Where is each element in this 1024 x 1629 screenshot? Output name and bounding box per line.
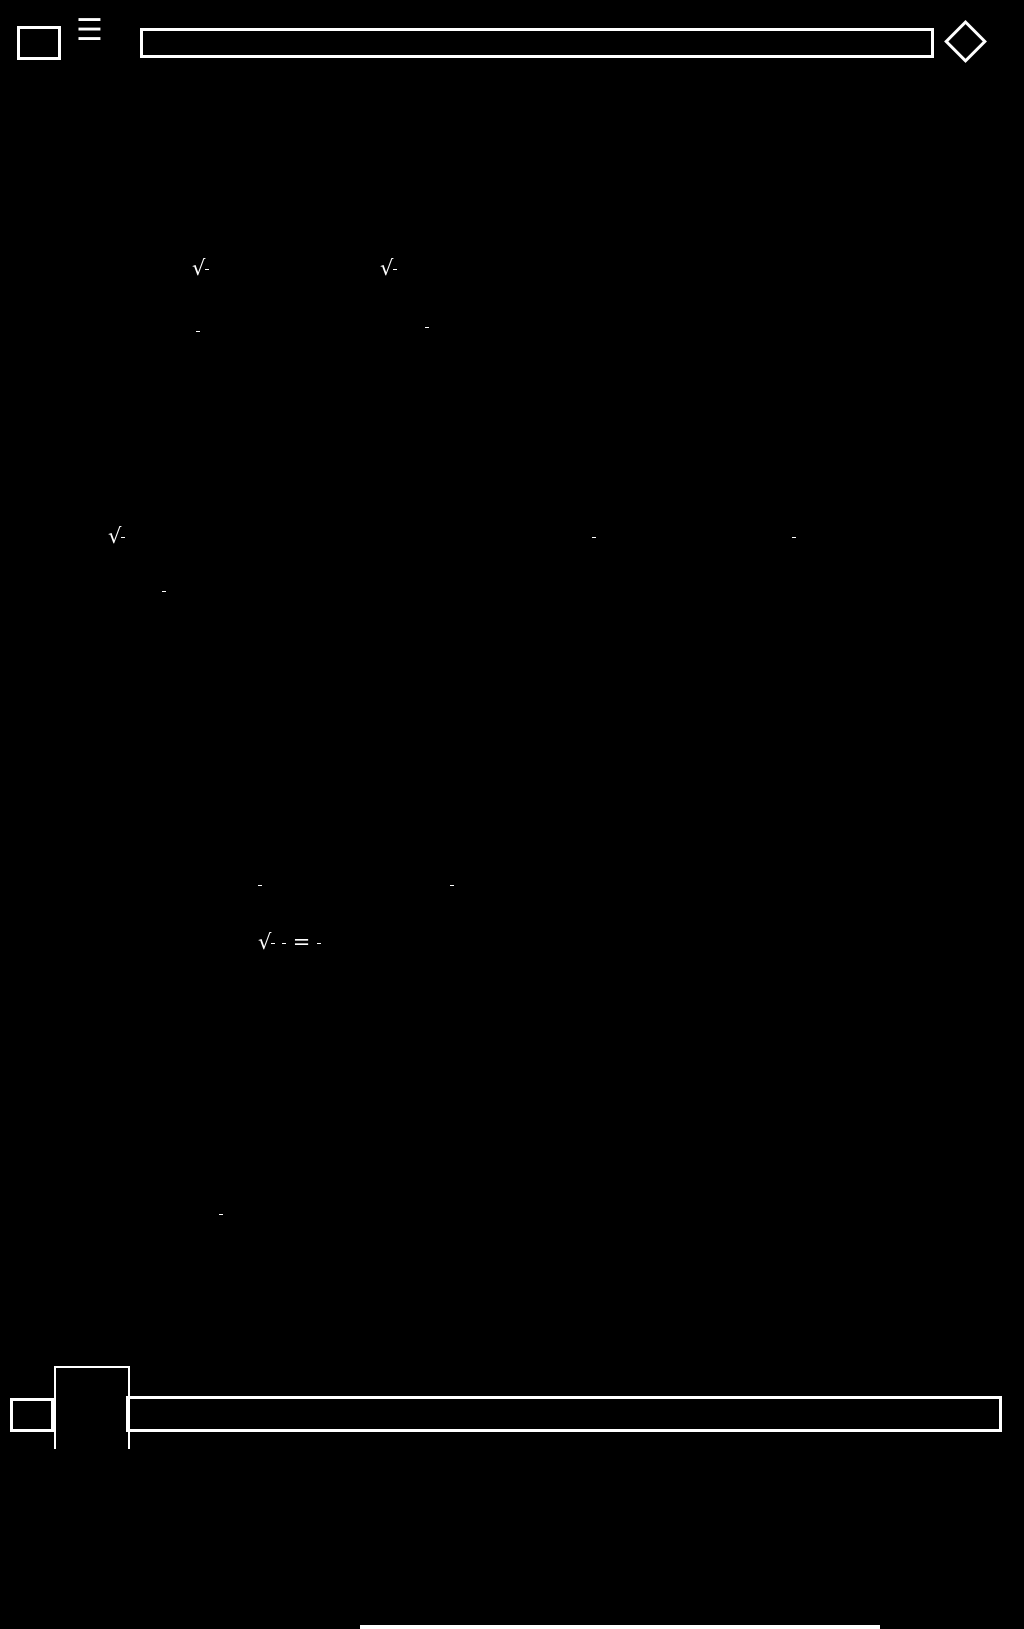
q13-r-formula xyxy=(792,524,796,548)
q12-v-formula: √ xyxy=(192,256,209,280)
bottom-left-box-icon xyxy=(10,1398,54,1432)
bottom-bar-frame xyxy=(126,1396,1002,1432)
top-bar-frame xyxy=(140,28,934,58)
q15-eq3 xyxy=(195,1200,223,1228)
q13-r-sub xyxy=(162,578,166,602)
q12-t-formula xyxy=(196,318,200,342)
q13-v-formula: √ xyxy=(108,524,125,548)
q12-v-sub: √ xyxy=(380,256,397,280)
scan-artifact-line xyxy=(360,1625,880,1629)
q13-v2-formula xyxy=(592,524,596,548)
menu-icon: ☰ xyxy=(76,13,103,48)
q14-v-formula xyxy=(258,872,262,896)
diamond-icon: ◇ xyxy=(944,5,988,70)
q12-t-sub xyxy=(425,314,429,338)
page-number-tab xyxy=(54,1366,130,1449)
q14-v-sub xyxy=(450,872,454,896)
q14-m-derivation: √ = xyxy=(258,930,321,954)
top-left-box-icon xyxy=(17,26,61,60)
